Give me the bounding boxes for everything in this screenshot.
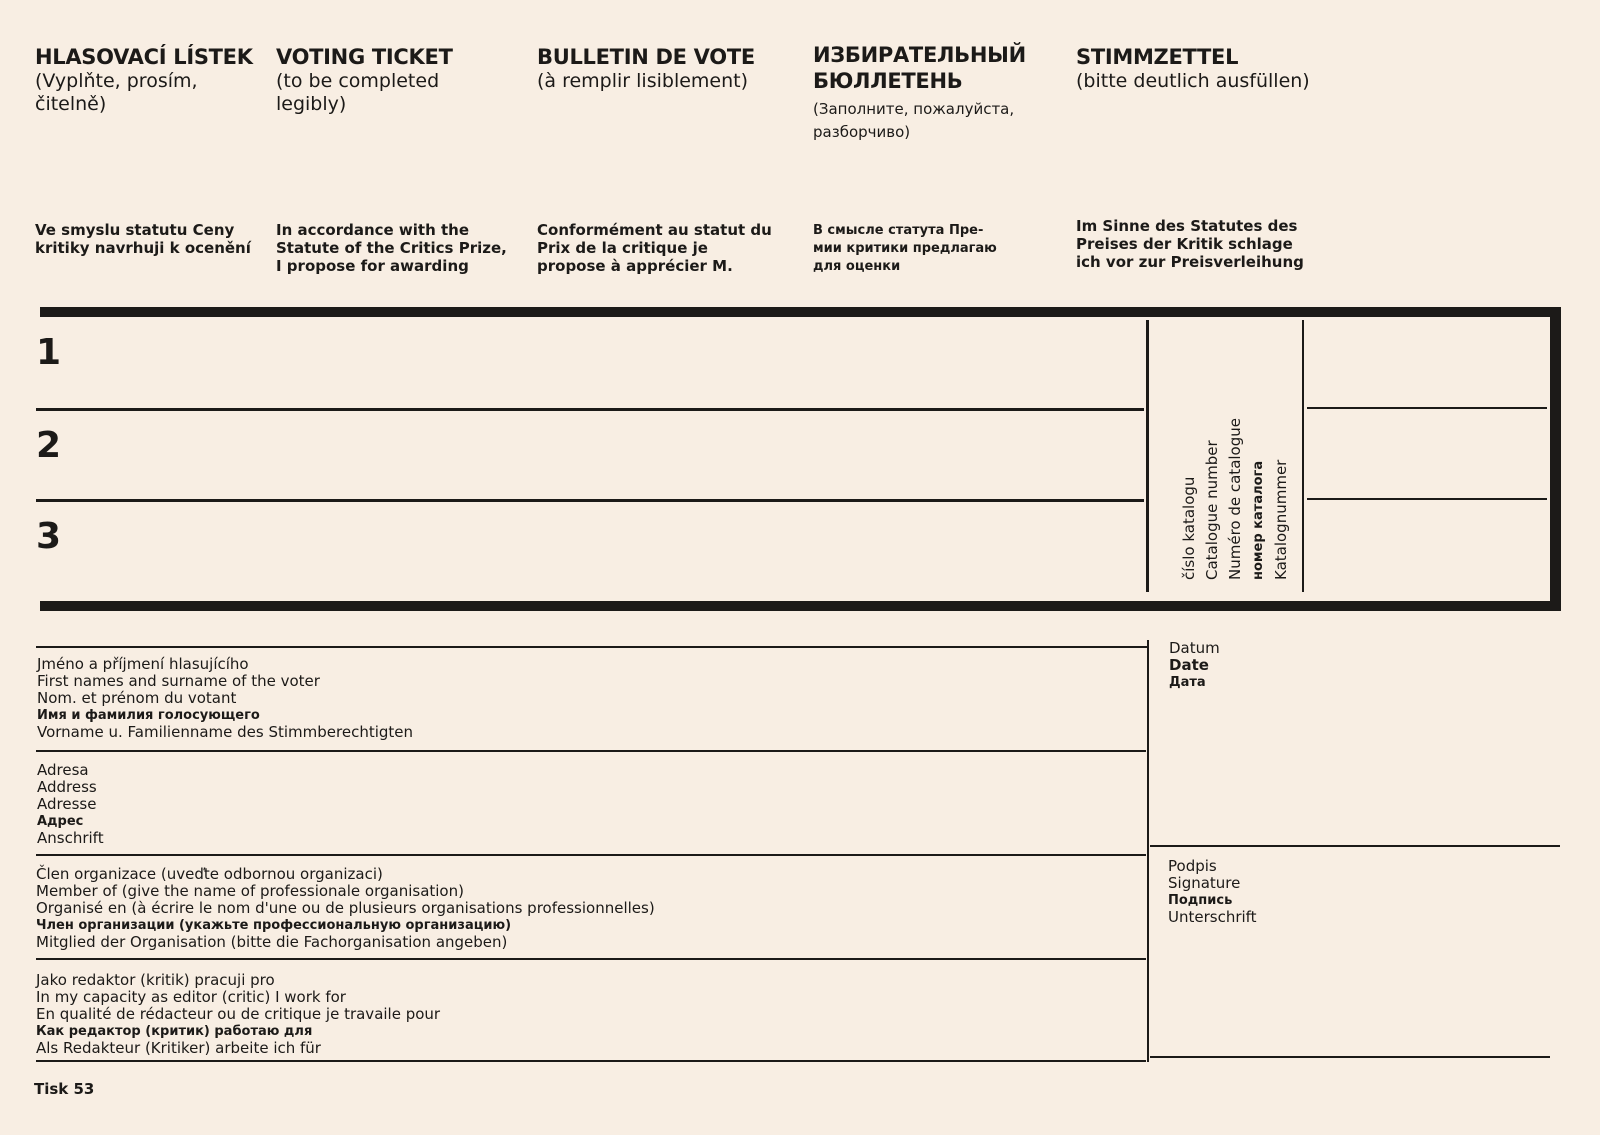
col-intro: In accordance with the Statute of the Critics Prize, I propose for awarding — [276, 221, 507, 275]
catalogue-number-label: číslo katalogu Catalogue number Numéro de catalogue номер каталога Katalognummer — [1180, 418, 1290, 580]
employer-field[interactable] — [580, 962, 1140, 1058]
col-intro: В смысле статута Пре- мии критики предлагаю для оценки — [813, 223, 997, 274]
voter-name-field[interactable] — [500, 650, 1140, 748]
header-col-ru — [813, 42, 1053, 274]
col-title: VOTING TICKET — [276, 45, 453, 69]
voter-name-label: Jméno a příjmení hlasujícího First names and surname of the voter Nom. et prénom du votant Имя и фамилия голосующего Vorname u. Familienname des Stimmberechtigten — [37, 655, 414, 741]
row-line-2 — [36, 499, 1144, 502]
col-intro: Conformément au statut du Prix de la critique je propose à apprécier M. — [537, 221, 772, 275]
nominee-field-1[interactable] — [80, 320, 1140, 406]
address-field[interactable] — [140, 754, 1140, 852]
col-title: BULLETIN DE VOTE — [537, 45, 755, 69]
col-title: STIMMZETTEL — [1076, 45, 1239, 69]
col-title: ИЗБИРАТЕЛЬНЫЙ БЮЛЛЕТЕНЬ — [813, 43, 1026, 93]
date-field[interactable] — [1160, 700, 1550, 840]
signature-field[interactable] — [1160, 930, 1550, 1055]
row-number: 3 — [36, 516, 62, 557]
row-line-1 — [36, 408, 1144, 411]
header-col-de — [1076, 44, 1376, 271]
organisation-label: Člen organizace (uveďte odbornou organizaci) Member of (give the name of professionale organisation) Organisé en (à écrire le nom d'une ou de plusieurs organisations professionnelles) Член организации (укажьте профессиональную организацию) Mitglied der Organisation (bitte die Fachorganisation angeben) — [36, 865, 655, 951]
col-subtitle: (à remplir lisiblement) — [537, 70, 749, 92]
date-label: Datum Date Дата — [1169, 639, 1220, 690]
nominee-field-2[interactable] — [80, 412, 1140, 497]
col-subtitle: (to be completed legibly) — [276, 70, 440, 115]
signature-label: Podpis Signature Подпись Unterschrift — [1168, 857, 1257, 926]
row-number: 2 — [36, 425, 62, 466]
employer-label: Jako redaktor (kritik) pracuji pro In my capacity as editor (critic) I work for En qualité de rédacteur ou de critique je travaile pour Как редактор (критик) работаю для Als Redakteur (Kritiker) arbeite ich für — [36, 971, 441, 1057]
col-subtitle: (Заполните, пожалуйста, разборчиво) — [813, 100, 1015, 141]
address-label: Adresa Address Adresse Адрес Anschrift — [37, 761, 104, 847]
organisation-field[interactable] — [820, 858, 1140, 956]
col-subtitle: (bitte deutlich ausfüllen) — [1076, 70, 1310, 92]
col-subtitle: (Vyplňte, prosím, čitelně) — [35, 70, 198, 115]
header-col-en — [276, 44, 516, 275]
header-col-cs — [35, 44, 265, 257]
catalogue-number-field-1[interactable] — [1308, 320, 1546, 405]
col-intro: Ve smyslu statutu Ceny kritiky navrhuji k ocenění — [35, 221, 251, 257]
nominee-field-3[interactable] — [80, 504, 1140, 590]
catalogue-number-field-3[interactable] — [1308, 502, 1546, 590]
row-number: 1 — [36, 332, 62, 373]
header-col-fr — [537, 44, 787, 275]
catalogue-number-field-2[interactable] — [1308, 411, 1546, 496]
col-title: HLASOVACÍ LÍSTEK — [35, 45, 253, 69]
col-intro: Im Sinne des Statutes des Preises der Kritik schlage ich vor zur Preisverleihung — [1076, 217, 1304, 271]
print-number: Tisk 53 — [34, 1080, 95, 1098]
